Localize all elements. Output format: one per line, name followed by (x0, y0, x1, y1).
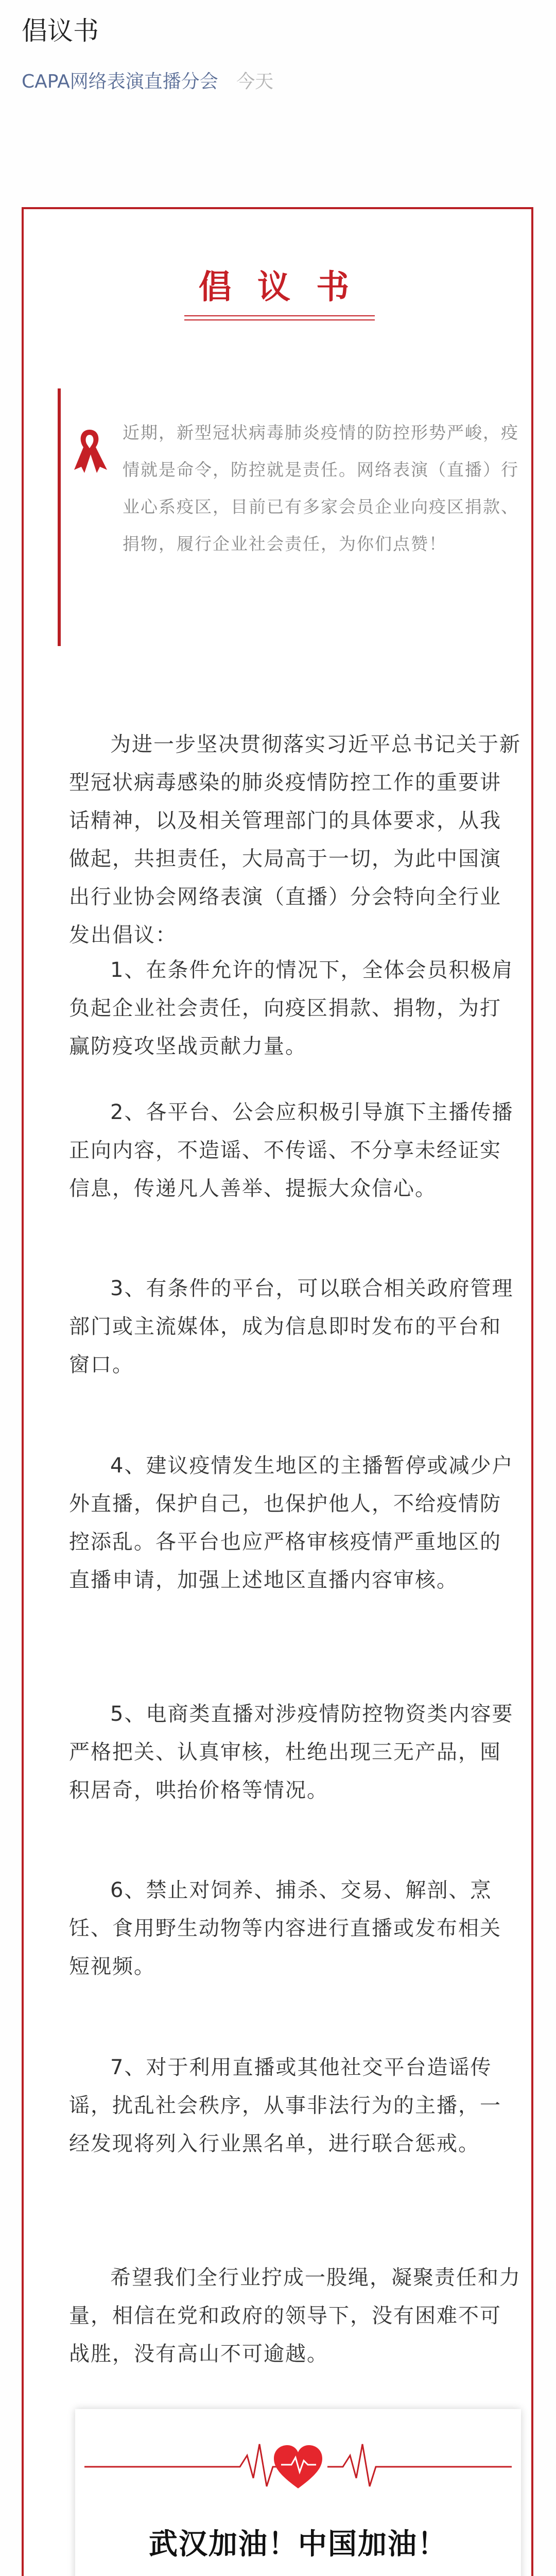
article-meta (22, 67, 273, 93)
paragraph-item-4: 4、建议疫情发生地区的主播暂停或减少户外直播，保护自己，也保护他人，不给疫情防控添乱。各平台也应严格审核疫情严重地区的直播申请，加强上述地区直播内容审核。 (69, 1454, 514, 1592)
heading-divider-top (184, 315, 375, 316)
paragraph-item-6: 6、禁止对饲养、捕杀、交易、解剖、烹饪、食用野生动物等内容进行直播或发布相关短视频。 (69, 1878, 501, 1978)
red-ribbon-icon (70, 426, 109, 475)
cheer-text: 武汉加油！中国加油！ (149, 2528, 447, 2561)
paragraph-preamble: 为进一步坚决贯彻落实习近平总书记关于新型冠状病毒感染的肺炎疫情防控工作的重要讲话精神，以及相关管理部门的具体要求，从我做起，共担责任，大局高于一切，为此中国演出行业协会网络表演（直播）分会特向全行业发出倡议： (69, 733, 521, 947)
paragraph-closing: 希望我们全行业拧成一股绳，凝聚责任和力量，相信在党和政府的领导下，没有困难不可战胜，没有高山不可逾越。 (69, 2266, 521, 2366)
proposal-card (22, 207, 533, 2576)
intro-accent-bar (58, 388, 61, 646)
paragraph-item-7: 7、对于利用直播或其他社交平台造谣传谣，扰乱社会秩序，从事非法行为的主播，一经发现将列入行业黑名单，进行联合惩戒。 (69, 2056, 501, 2156)
heading-divider-bottom (184, 319, 375, 320)
paragraph-item-2: 2、各平台、公会应积极引导旗下主播传播正向内容，不造谣、不传谣、不分享未经证实信息，传递凡人善举、提振大众信心。 (69, 1100, 514, 1200)
intro-block (58, 388, 521, 646)
paragraph-item-5: 5、电商类直播对涉疫情防控物资类内容要严格把关、认真审核，杜绝出现三无产品，囤积居奇，哄抬价格等情况。 (69, 1702, 514, 1802)
intro-text: 近期，新型冠状病毒肺炎疫情的防控形势严峻，疫情就是命令，防控就是责任。网络表演（直播）行业心系疫区，目前已有多家会员企业向疫区捐款、捐物，履行企业社会责任，为你们点赞！ (123, 422, 519, 554)
publish-time: 今天 (236, 71, 274, 92)
article-title: 倡议书 (22, 16, 99, 46)
paragraph-item-3: 3、有条件的平台，可以联合相关政府管理部门或主流媒体，成为信息即时发布的平台和窗口。 (69, 1277, 514, 1377)
cheer-banner (75, 2409, 521, 2576)
paragraph-item-1: 1、在条件允许的情况下，全体会员积极肩负起企业社会责任，向疫区捐款、捐物，为打赢防疫攻坚战贡献力量。 (69, 958, 514, 1058)
heart-icon (75, 2435, 521, 2497)
card-heading: 倡 议 书 (198, 268, 357, 307)
account-link[interactable]: CAPA网络表演直播分会 (22, 71, 218, 92)
